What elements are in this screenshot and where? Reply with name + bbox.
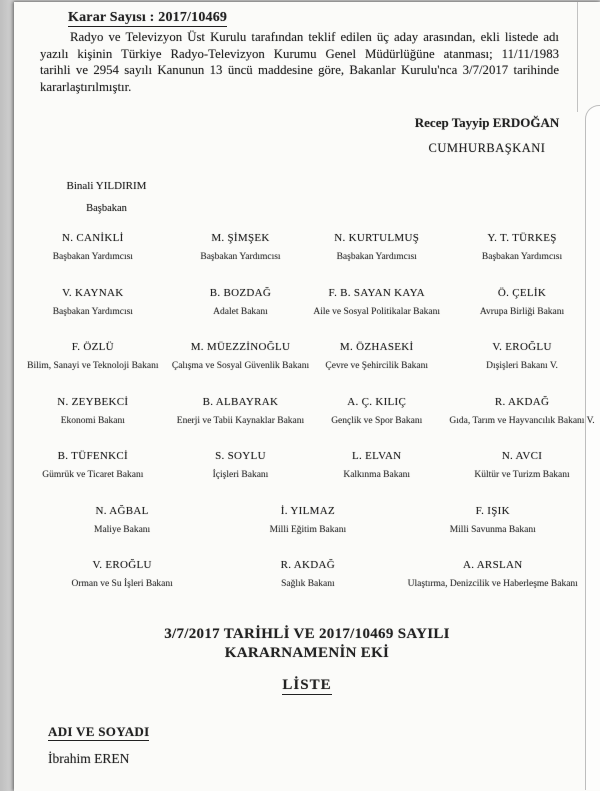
signatory (14, 281, 172, 336)
signatory-title: Gümrük ve Ticaret Bakanı (42, 470, 144, 480)
signatory-name: N. AVCI (501, 450, 543, 462)
signatory-title: Çalışma ve Sosyal Güvenlik Bakanı (171, 361, 310, 371)
signatory-title: Adalet Bakanı (213, 306, 268, 317)
signatory-name: İ. YILMAZ (280, 504, 335, 517)
signatory-name: N. CANİKLİ (61, 232, 124, 244)
signatory-title: Çevre ve Şehircilik Bakanı (325, 361, 429, 371)
signatory (14, 335, 172, 390)
signatory (444, 335, 600, 390)
signatory (386, 499, 600, 554)
signature-row (14, 226, 600, 281)
signatory-title: Kalkınma Bakanı (343, 470, 411, 480)
prime-minister-signature-block (34, 180, 179, 214)
signatory-name: S. SOYLU (215, 450, 266, 462)
appointee-name: İbrahim EREN (48, 751, 130, 766)
prime-minister-name: Binali YILDIRIM (66, 180, 147, 192)
name-column-label (48, 724, 149, 740)
signatory (14, 390, 172, 445)
signatory-name: V. EROĞLU (492, 341, 552, 353)
signatory (444, 390, 600, 445)
signatory-title: Başbakan Yardımcısı (52, 252, 133, 262)
signature-row (14, 444, 600, 499)
signatory-title: Dışişleri Bakanı V. (486, 361, 558, 371)
signatory-name: F. IŞIK (475, 504, 510, 517)
signatory (14, 226, 172, 281)
signatory (444, 226, 600, 281)
annex-title (14, 625, 600, 663)
page-edge-line (577, 2, 578, 112)
decree-number-text: Karar Sayısı : 2017/10469 (68, 10, 228, 25)
signatory (444, 444, 600, 499)
signatory (172, 335, 310, 390)
signatory (309, 281, 444, 336)
signature-row (14, 281, 600, 336)
signatory-name: B. ALBAYRAK (202, 395, 279, 408)
signatory-title: Orman ve Su İşleri Bakanı (71, 579, 173, 589)
signatory-title: Gıda, Tarım ve Hayvancılık Bakanı V. (449, 415, 595, 426)
signatory-title: Başbakan Yardımcısı (481, 252, 563, 262)
decree-number-heading (68, 10, 227, 26)
signatory-title: Avrupa Birliği Bakanı (479, 306, 565, 317)
signatory (230, 499, 385, 554)
signatory (172, 444, 310, 499)
annex-title-line2: KARARNAMENİN EKİ (224, 645, 390, 661)
signatory-name: R. AKDAĞ (494, 395, 550, 408)
president-title: CUMHURBAŞKANI (428, 141, 546, 155)
signatory-title: Başbakan Yardımcısı (52, 306, 133, 317)
signatory-name: B. BOZDAĞ (209, 286, 272, 299)
signature-row (14, 335, 600, 390)
signatory (444, 281, 600, 336)
signatory (309, 390, 444, 445)
annex-title-line1: 3/7/2017 TARİHLİ VE 2017/10469 SAYILI (164, 626, 450, 642)
ministers-signature-grid (14, 226, 600, 608)
decree-document-page (14, 2, 600, 791)
signatory-name: M. ÖZHASEKİ (339, 341, 414, 353)
signature-row (14, 553, 600, 608)
signatory-name: N. KURTULMUŞ (334, 232, 420, 244)
signatory-title: İçişleri Bakanı (212, 470, 269, 480)
signatory (14, 444, 172, 499)
signatory (172, 226, 310, 281)
signatory-name: N. AĞBAL (95, 504, 149, 517)
signatory-name: R. AKDAĞ (280, 559, 336, 571)
president-signature-block (387, 115, 587, 156)
signatory-title: Milli Savunma Bakanı (449, 524, 536, 535)
name-column-label-text: ADI VE SOYADI (48, 724, 150, 739)
signature-row (14, 499, 600, 554)
signatory (14, 553, 230, 608)
signatory-name: A. Ç. KILIÇ (347, 395, 407, 408)
signatory-name: A. ARSLAN (462, 559, 523, 571)
signatory-name: L. ELVAN (351, 450, 402, 462)
signatory-name: M. ŞİMŞEK (211, 232, 270, 244)
signatory-name: F. B. SAYAN KAYA (328, 286, 425, 299)
signatory-name: B. TÜFENKCİ (57, 450, 128, 462)
signatory-name: V. KAYNAK (62, 286, 124, 299)
signatory-name: F. ÖZLÜ (71, 341, 114, 353)
signatory-title: Ekonomi Bakanı (60, 415, 125, 426)
signatory-title: Aile ve Sosyal Politikalar Bakanı (313, 306, 441, 317)
signatory (14, 499, 230, 554)
signatory-name: V. EROĞLU (92, 559, 152, 571)
signatory-title: Bilim, Sanayi ve Teknoloji Bakanı (27, 361, 159, 371)
signatory-title: Ulaştırma, Denizcilik ve Haberleşme Bakanı (407, 579, 578, 589)
signatory (309, 335, 444, 390)
signatory-title: Maliye Bakanı (94, 524, 151, 535)
signatory-title: Enerji ve Tabii Kaynaklar Bakanı (176, 415, 305, 426)
signatory-name: M. MÜEZZİNOĞLU (190, 341, 291, 353)
decree-body-paragraph: Radyo ve Televizyon Üst Kurulu tarafından teklif edilen üç aday arasından, ekli listede adı yazılı kişinin Türkiye Radyo-Televizyon Kurumu Genel Müdürlüğüne atanması; 11/11/1983 tarihli ve 2954 sayılı Kanunun 13 üncü maddesine göre, Bakanlar Kurulu'nca 3/7/2017 tarihinde kararlaştırılmıştır. (40, 30, 559, 94)
signatory-title: Başbakan Yardımcısı (200, 252, 281, 262)
signatory-title: Sağlık Bakanı (281, 579, 335, 589)
signatory-name: Y. T. TÜRKEŞ (487, 232, 557, 244)
signatory-name: N. ZEYBEKCİ (57, 395, 129, 408)
signatory-title: Gençlik ve Spor Bakanı (331, 415, 423, 426)
signatory-title: Milli Eğitim Bakanı (269, 524, 347, 535)
signatory-title: Kültür ve Turizm Bakanı (474, 470, 570, 480)
signature-row (14, 390, 600, 445)
signatory (230, 553, 385, 608)
prime-minister-title: Başbakan (86, 203, 127, 214)
list-heading (14, 677, 600, 694)
president-name: Recep Tayyip ERDOĞAN (414, 115, 560, 130)
signatory-name: Ö. ÇELİK (497, 286, 547, 299)
signatory (309, 226, 444, 281)
signatory (172, 281, 310, 336)
signatory-title: Başbakan Yardımcısı (336, 252, 417, 262)
list-heading-text: LİSTE (282, 677, 332, 693)
signatory (172, 390, 310, 445)
signatory (386, 553, 600, 608)
signatory (309, 444, 444, 499)
